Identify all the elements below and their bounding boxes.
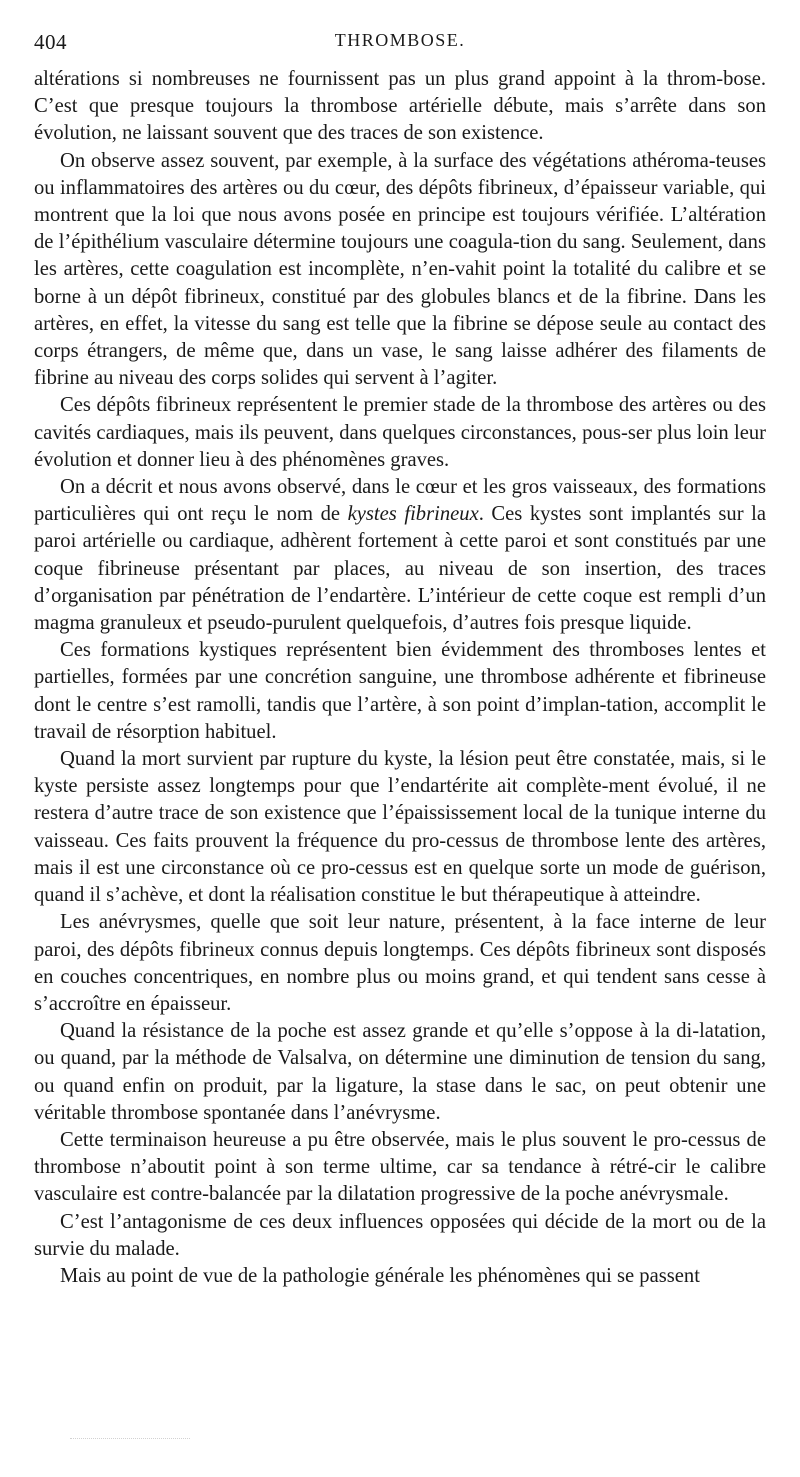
page-header <box>34 30 766 58</box>
paragraph-text: On a décrit et nous avons observé, dans le cœur et les gros vaisseaux, des formations particulières qui ont reçu le nom de <box>34 476 766 526</box>
emphasized-term: kystes fibrineux <box>347 503 479 526</box>
paragraph <box>34 474 766 637</box>
paragraph: Les anévrysmes, quelle que soit leur nature, présentent, à la face interne de leur paroi, des dépôts fibrineux connus depuis longtemps. Ces dépôts fibrineux sont disposés en couches concentriques, en nombre plus ou moins grand, et qui tendent sans cesse à s’accroître en épaisseur. <box>34 911 766 1015</box>
paragraph: Cette terminaison heureuse a pu être observée, mais le plus souvent le pro-cessus de thrombose n’aboutit point à son terme ultime, car sa tendance à rétré-cir le calibre vasculaire est contre-balancée par la dilatation progressive de la poche anévrysmale. <box>34 1128 766 1206</box>
paragraph: On observe assez souvent, par exemple, à la surface des végétations athéroma-teuses ou inflammatoires des artères ou du cœur, des dépôts fibrineux, d’épaisseur variable, qui montrent que la loi que nous avons posée en principe est toujours vérifiée. L’altération de l’épithélium vasculaire détermine toujours une coagula-tion du sang. Seulement, dans les artères, cette coagulation est incomplète, n’en-vahit point la totalité du calibre et se borne à un dépôt fibrineux, constitué par des globules blancs et de la fibrine. Dans les artères, en effet, la vitesse du sang est telle que la fibrine se dépose seule au contact des corps étrangers, de même que, dans un vase, le sang laisse adhérer des filaments de fibrine au niveau des corps solides qui servent à l’agiter. <box>34 149 766 390</box>
print-artifact <box>70 1438 190 1445</box>
paragraph: Ces formations kystiques représentent bien évidemment des thromboses lentes et partielles, formées par une concrétion sanguine, une thrombose adhérente et fibrineuse dont le centre s’est ramolli, tandis que l’artère, à son point d’implan-tation, accomplit le travail de résorption habituel. <box>34 639 766 743</box>
paragraph-text: . Ces kystes sont implantés sur la paroi artérielle ou cardiaque, adhèrent fortement à cette paroi et sont constitués par une coque fibrineuse présentant par places, au niveau de son insertion, des traces d’organisation par pénétration de l’endartère. L’intérieur de cette coque est rempli d’un magma granuleux et pseudo-purulent quelquefois, d’autres fois presque liquide. <box>34 503 766 635</box>
paragraph: C’est l’antagonisme de ces deux influences opposées qui décide de la mort ou de la survie du malade. <box>34 1210 766 1260</box>
paragraph: Quand la résistance de la poche est assez grande et qu’elle s’oppose à la di-latation, ou quand, par la méthode de Valsalva, on détermine une diminution de tension du sang, ou quand enfin on produit, par la ligature, la stase dans le sac, on peut obtenir une véritable thrombose spontanée dans l’anévrysme. <box>34 1020 766 1124</box>
paragraph: Ces dépôts fibrineux représentent le premier stade de la thrombose des artères ou des cavités cardiaques, mais ils peuvent, dans quelques circonstances, pous-ser plus loin leur évolution et donner lieu à des phénomènes graves. <box>34 394 766 471</box>
body-text <box>34 66 766 1290</box>
paragraph: altérations si nombreuses ne fournissent pas un plus grand appoint à la throm-bose. C’est que presque toujours la thrombose artérielle débute, mais s’arrête dans son évolution, ne laissant souvent que des traces de son existence. <box>34 68 766 145</box>
page-number: 404 <box>34 30 67 54</box>
paragraph: Quand la mort survient par rupture du kyste, la lésion peut être constatée, mais, si le kyste persiste assez longtemps pour que l’endartérite ait complète-ment évolué, il ne restera d’autre trace de son existence que l’épaississement local de la tunique interne du vaisseau. Ces faits prouvent la fréquence du pro-cessus de thrombose lente des artères, mais il est une circonstance où ce pro-cessus est en quelque sorte un mode de guérison, quand il s’achève, et dont la réalisation constitue le but thérapeutique à atteindre. <box>34 748 766 907</box>
running-title: THROMBOSE. <box>334 30 466 50</box>
paragraph: Mais au point de vue de la pathologie générale les phénomènes qui se passent <box>60 1264 700 1287</box>
